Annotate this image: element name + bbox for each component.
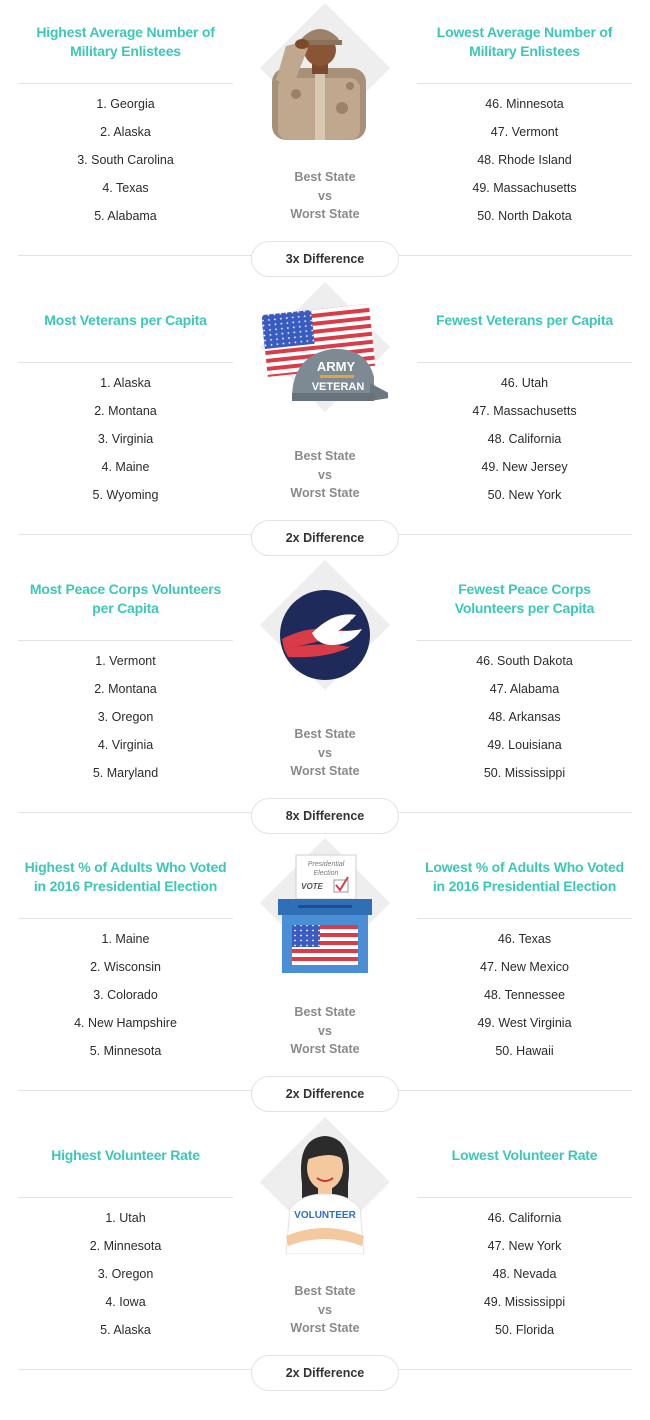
cap-text-army: ARMY bbox=[316, 359, 356, 374]
list-item: 47. New Mexico bbox=[480, 960, 569, 974]
best-state-label: Best State bbox=[294, 449, 356, 463]
best-vs-worst-label bbox=[265, 1282, 385, 1338]
list-item: 1. Alaska bbox=[100, 376, 151, 390]
best-vs-worst-label bbox=[265, 1003, 385, 1059]
list-item: 46. Texas bbox=[497, 932, 552, 946]
list-item: 5. Alabama bbox=[94, 209, 157, 223]
best-vs-worst-label bbox=[265, 168, 385, 224]
vs-label: vs bbox=[318, 1302, 332, 1317]
worst-states-column bbox=[417, 835, 632, 1065]
list-item: 46. Utah bbox=[500, 376, 549, 390]
list-item: 46. California bbox=[487, 1211, 562, 1225]
section-volunteer-rate bbox=[0, 1114, 650, 1392]
worst-state-label: Worst State bbox=[290, 486, 360, 500]
worst-state-label: Worst State bbox=[290, 764, 360, 778]
worst-states-column bbox=[417, 1114, 632, 1344]
worst-states-column bbox=[417, 279, 632, 509]
best-state-list bbox=[18, 84, 233, 230]
worst-state-label: Worst State bbox=[290, 1042, 360, 1056]
worst-states-column bbox=[417, 0, 632, 230]
difference-badge: 8x Difference bbox=[251, 798, 399, 834]
worst-state-list bbox=[417, 363, 632, 509]
list-item: 3. Oregon bbox=[97, 1267, 154, 1281]
ballot-text-presidential: Presidential bbox=[307, 861, 345, 868]
volunteer-woman-icon bbox=[262, 1132, 388, 1254]
worst-state-label: Worst State bbox=[290, 207, 360, 221]
best-state-list bbox=[18, 641, 233, 787]
best-column-title: Highest % of Adults Who Voted in 2016 Presidential Election bbox=[18, 835, 233, 919]
list-item: 5. Alaska bbox=[100, 1323, 151, 1337]
worst-state-label: Worst State bbox=[290, 1321, 360, 1335]
list-item: 48. Nevada bbox=[492, 1267, 557, 1281]
list-item: 2. Montana bbox=[94, 404, 157, 418]
army-veteran-cap-icon bbox=[262, 297, 388, 419]
list-item: 1. Vermont bbox=[95, 654, 156, 668]
best-vs-worst-label bbox=[265, 725, 385, 781]
list-item: 5. Minnesota bbox=[89, 1044, 162, 1058]
best-states-column bbox=[18, 835, 233, 1065]
best-states-column bbox=[18, 279, 233, 509]
vs-label: vs bbox=[318, 1023, 332, 1038]
difference-badge: 2x Difference bbox=[251, 1355, 399, 1391]
list-item: 5. Maryland bbox=[92, 766, 159, 780]
list-item: 2. Minnesota bbox=[89, 1239, 162, 1253]
list-item: 47. New York bbox=[487, 1239, 562, 1253]
list-item: 4. Virginia bbox=[97, 738, 154, 752]
section-voting bbox=[0, 835, 650, 1113]
difference-badge: 2x Difference bbox=[251, 1076, 399, 1112]
section-military-enlistees bbox=[0, 0, 650, 278]
list-item: 1. Georgia bbox=[96, 97, 155, 111]
ballot-text-election: Election bbox=[313, 870, 339, 877]
worst-state-list bbox=[417, 1198, 632, 1344]
peace-corps-dove-icon bbox=[262, 575, 388, 697]
list-item: 50. New York bbox=[487, 488, 562, 502]
best-state-label: Best State bbox=[294, 727, 356, 741]
section-veterans bbox=[0, 279, 650, 557]
list-item: 48. Arkansas bbox=[488, 710, 561, 724]
worst-column-title: Lowest Average Number of Military Enlistees bbox=[417, 0, 632, 84]
best-state-label: Best State bbox=[294, 1284, 356, 1298]
worst-state-list bbox=[417, 919, 632, 1065]
vs-label: vs bbox=[318, 188, 332, 203]
vs-label: vs bbox=[318, 745, 332, 760]
best-state-label: Best State bbox=[294, 1005, 356, 1019]
list-item: 4. New Hampshire bbox=[74, 1016, 177, 1030]
shirt-text-volunteer: VOLUNTEER bbox=[294, 1210, 356, 1221]
list-item: 3. Oregon bbox=[97, 710, 154, 724]
list-item: 49. New Jersey bbox=[481, 460, 568, 474]
list-item: 4. Texas bbox=[102, 181, 149, 195]
list-item: 50. North Dakota bbox=[477, 209, 572, 223]
list-item: 49. West Virginia bbox=[477, 1016, 572, 1030]
list-item: 48. Tennessee bbox=[483, 988, 566, 1002]
list-item: 1. Maine bbox=[101, 932, 150, 946]
best-states-column bbox=[18, 1114, 233, 1344]
list-item: 1. Utah bbox=[105, 1211, 146, 1225]
cap-text-veteran: VETERAN bbox=[311, 381, 365, 393]
best-column-title: Most Peace Corps Volunteers per Capita bbox=[18, 557, 233, 641]
worst-state-list bbox=[417, 84, 632, 230]
list-item: 48. California bbox=[487, 432, 562, 446]
list-item: 47. Vermont bbox=[490, 125, 559, 139]
difference-badge: 3x Difference bbox=[251, 241, 399, 277]
list-item: 47. Massachusetts bbox=[472, 404, 577, 418]
best-state-list bbox=[18, 363, 233, 509]
best-column-title: Highest Average Number of Military Enlistees bbox=[18, 0, 233, 84]
best-column-title: Highest Volunteer Rate bbox=[18, 1114, 233, 1198]
best-state-list bbox=[18, 919, 233, 1065]
vs-label: vs bbox=[318, 467, 332, 482]
list-item: 49. Massachusetts bbox=[472, 181, 577, 195]
best-states-column bbox=[18, 0, 233, 230]
worst-column-title: Lowest % of Adults Who Voted in 2016 Presidential Election bbox=[417, 835, 632, 919]
difference-badge: 2x Difference bbox=[251, 520, 399, 556]
worst-column-title: Fewest Veterans per Capita bbox=[417, 279, 632, 363]
list-item: 3. Virginia bbox=[97, 432, 154, 446]
best-states-column bbox=[18, 557, 233, 787]
ballot-box-icon bbox=[262, 853, 388, 975]
ballot-text-vote: VOTE bbox=[301, 882, 323, 891]
list-item: 46. Minnesota bbox=[485, 97, 564, 111]
worst-column-title: Fewest Peace Corps Volunteers per Capita bbox=[417, 557, 632, 641]
best-state-list bbox=[18, 1198, 233, 1344]
list-item: 49. Mississippi bbox=[483, 1295, 566, 1309]
list-item: 50. Florida bbox=[494, 1323, 555, 1337]
worst-state-list bbox=[417, 641, 632, 787]
list-item: 3. Colorado bbox=[93, 988, 158, 1002]
best-column-title: Most Veterans per Capita bbox=[18, 279, 233, 363]
list-item: 5. Wyoming bbox=[92, 488, 159, 502]
list-item: 50. Hawaii bbox=[495, 1044, 554, 1058]
list-item: 50. Mississippi bbox=[483, 766, 566, 780]
list-item: 48. Rhode Island bbox=[477, 153, 572, 167]
list-item: 3. South Carolina bbox=[77, 153, 174, 167]
saluting-soldier-icon bbox=[262, 18, 388, 140]
list-item: 2. Wisconsin bbox=[90, 960, 161, 974]
list-item: 2. Montana bbox=[94, 682, 157, 696]
list-item: 4. Iowa bbox=[105, 1295, 146, 1309]
list-item: 2. Alaska bbox=[100, 125, 151, 139]
worst-column-title: Lowest Volunteer Rate bbox=[417, 1114, 632, 1198]
list-item: 49. Louisiana bbox=[487, 738, 562, 752]
list-item: 46. South Dakota bbox=[476, 654, 573, 668]
list-item: 4. Maine bbox=[101, 460, 150, 474]
list-item: 47. Alabama bbox=[489, 682, 560, 696]
best-vs-worst-label bbox=[265, 447, 385, 503]
section-peace-corps bbox=[0, 557, 650, 835]
best-state-label: Best State bbox=[294, 170, 356, 184]
worst-states-column bbox=[417, 557, 632, 787]
